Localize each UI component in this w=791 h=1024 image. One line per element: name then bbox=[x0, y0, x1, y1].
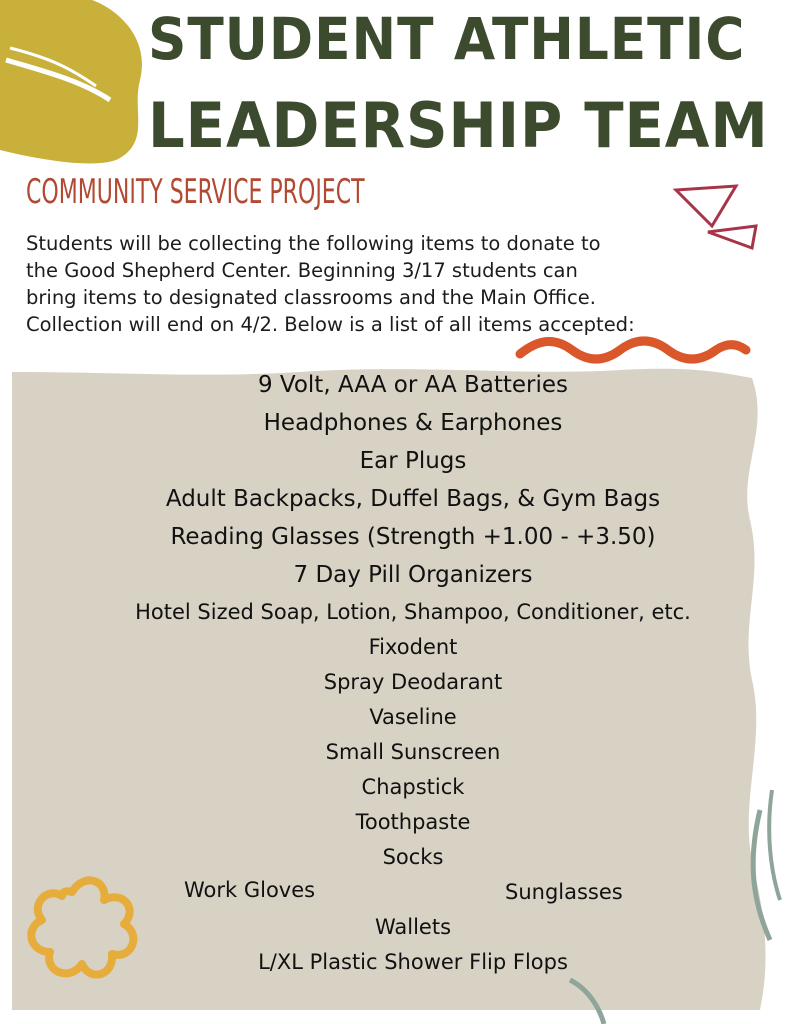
title-line-1: STUDENT ATHLETIC bbox=[148, 5, 746, 73]
list-item: 9 Volt, AAA or AA Batteries bbox=[257, 372, 569, 398]
list-item-sunglasses: Sunglasses bbox=[505, 880, 623, 904]
intro-line: bring items to designated classrooms and the Main Office. bbox=[26, 286, 596, 309]
list-item: Reading Glasses (Strength +1.00 - +3.50) bbox=[170, 524, 656, 550]
title-line-2: LEADERSHIP TEAM bbox=[148, 89, 769, 162]
list-item: Hotel Sized Soap, Lotion, Shampoo, Conditioner, etc. bbox=[135, 600, 691, 624]
list-item: Headphones & Earphones bbox=[263, 410, 563, 436]
list-item: Fixodent bbox=[368, 635, 458, 659]
list-item: Socks bbox=[382, 845, 444, 869]
intro-line: Students will be collecting the following items to donate to bbox=[26, 232, 601, 255]
list-item: 7 Day Pill Organizers bbox=[293, 562, 533, 588]
list-item: Adult Backpacks, Duffel Bags, & Gym Bags bbox=[165, 486, 661, 512]
list-item: Spray Deodarant bbox=[323, 670, 503, 694]
list-item: Wallets bbox=[374, 915, 452, 939]
intro-line: Collection will end on 4/2. Below is a list of all items accepted: bbox=[26, 313, 635, 336]
list-item: L/XL Plastic Shower Flip Flops bbox=[258, 950, 568, 974]
subtitle: COMMUNITY SERVICE PROJECT bbox=[26, 172, 365, 212]
list-item: Toothpaste bbox=[355, 810, 471, 834]
list-item: Ear Plugs bbox=[359, 448, 467, 474]
intro-paragraph bbox=[26, 230, 766, 338]
list-item: Chapstick bbox=[361, 775, 465, 799]
pink-triangle-1 bbox=[676, 186, 736, 226]
list-item-work-gloves: Work Gloves bbox=[184, 878, 316, 902]
intro-line: the Good Shepherd Center. Beginning 3/17 students can bbox=[26, 259, 578, 282]
orange-squiggle bbox=[520, 341, 746, 359]
list-item: Vaseline bbox=[369, 705, 457, 729]
list-item: Small Sunscreen bbox=[325, 740, 501, 764]
